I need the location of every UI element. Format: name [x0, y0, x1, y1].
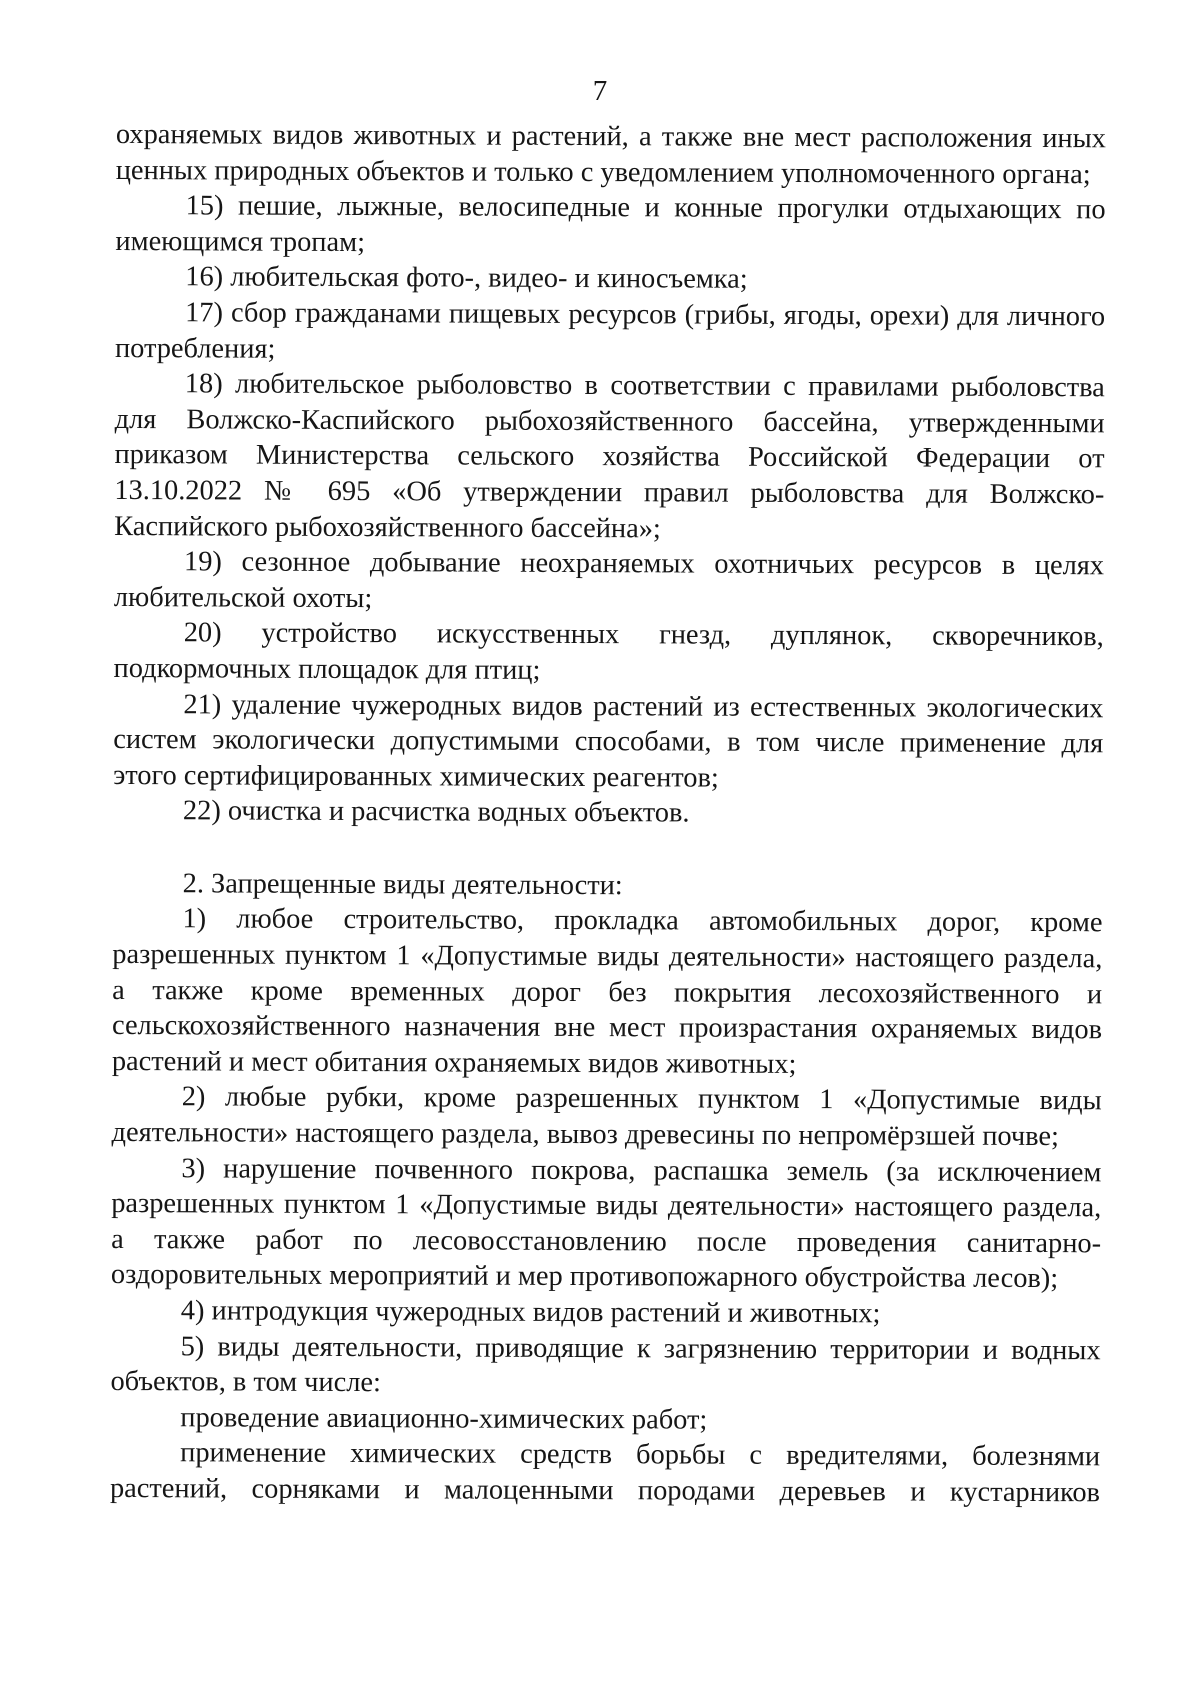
prohibited-subitem-aviation: проведение авиационно-химических работ; [180, 1402, 708, 1436]
page-number: 7 [592, 75, 608, 107]
list-item-17: 17) сбор гражданами пищевых ресурсов (грибы, ягоды, орехи) для личного потребления; [114, 297, 1106, 365]
list-item-19: 19) сезонное добывание неохраняемых охотничьих ресурсов в целях любительской охоты; [113, 546, 1105, 614]
list-item-15: 15) пешие, лыжные, велосипедные и конные прогулки отдыхающих по имеющимся тропам; [115, 190, 1106, 258]
prohibited-subitem-chemicals: применение химических средств борьбы с вредителями, болезнями растений, сорняками и малоценными породами деревьев и кустарников [109, 1437, 1101, 1509]
prohibited-item-5: 5) виды деятельности, приводящие к загрязнению территории и водных объектов, в том числе: [110, 1330, 1101, 1399]
document-body [110, 117, 1106, 1511]
list-item-21: 21) удаление чужеродных видов растений из естественных экологических систем экологически допустимыми способами, в том числе применение для этого сертифицированных химических реагентов; [113, 688, 1104, 794]
section-heading-prohibited: 2. Запрещенные виды деятельности: [182, 868, 623, 902]
list-item-20: 20) устройство искусственных гнезд, дуплянок, скворечников, подкормочных площадок для птиц; [113, 617, 1104, 686]
paragraph-continuation: охраняемых видов животных и растений, а также вне мест расположения иных ценных природных объектов и только с уведомлением уполномоченного органа; [115, 118, 1106, 190]
prohibited-item-4: 4) интродукция чужеродных видов растений и животных; [180, 1295, 881, 1330]
list-item-22: 22) очистка и расчистка водных объектов. [182, 795, 690, 829]
list-item-16: 16) любительская фото-, видео- и киносъемка; [185, 261, 748, 296]
prohibited-item-3: 3) нарушение почвенного покрова, распашка земель (за исключением разрешенных пунктом 1 «Допустимые виды деятельности» настоящего раздела, а также работ по лесовосстановлению после проведения санитарно-оздоровительных мероприятий и мер противопожарного обустройства лесов); [110, 1152, 1102, 1295]
list-item-18: 18) любительское рыболовство в соответствии с правилами рыболовства для Волжско-Каспийского рыбохозяйственного бассейна, утвержденными приказом Министерства сельского хозяйства Российской Федерации от 13.10.2022 № 695 «Об утверждении правил рыболовства для Волжско-Каспийского рыбохозяйственного бассейна»; [114, 368, 1105, 544]
prohibited-item-2: 2) любые рубки, кроме разрешенных пунктом 1 «Допустимые виды деятельности» настоящего раздела, вывоз древесины по непромёрзшей почве; [111, 1081, 1102, 1153]
prohibited-item-1: 1) любое строительство, прокладка автомобильных дорог, кроме разрешенных пунктом 1 «Допустимые виды деятельности» настоящего раздела, а также кроме временных дорог без покрытия лесохозяйственного и сельскохозяйственного назначения вне мест произрастания охраняемых видов растений и мест обитания охраняемых видов животных; [111, 903, 1103, 1080]
